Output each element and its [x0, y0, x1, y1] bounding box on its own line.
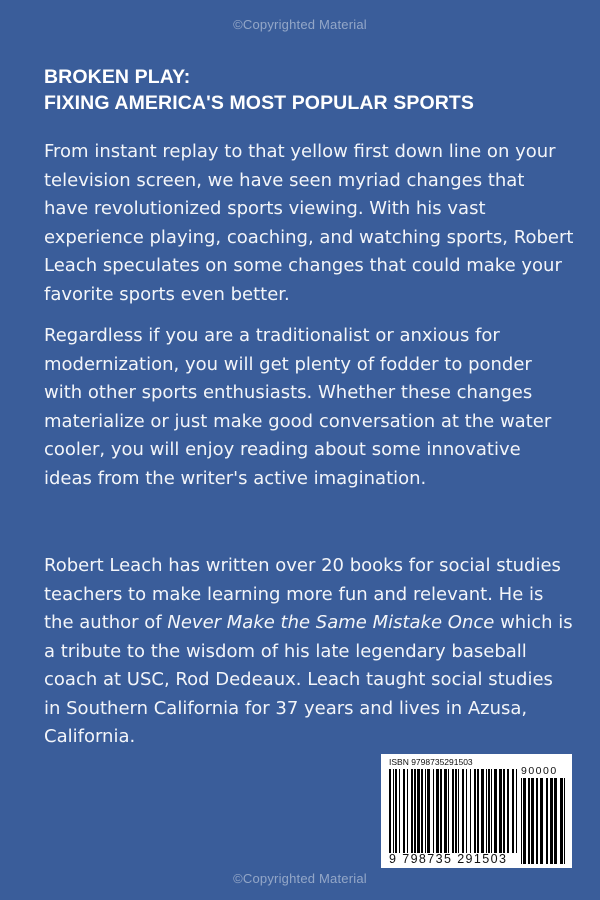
title-line-1: BROKEN PLAY:	[44, 66, 191, 88]
barcode-stripe	[488, 769, 490, 853]
barcode-stripe	[499, 769, 502, 853]
barcode-stripe	[440, 769, 442, 853]
barcode-stripe	[470, 769, 471, 853]
barcode-stripe	[564, 778, 565, 864]
book-title	[44, 64, 564, 116]
barcode-stripe	[516, 769, 517, 853]
barcode-stripe	[427, 769, 430, 853]
barcode-stripe	[433, 769, 434, 853]
bio-text-before: Robert Leach has written over 20 books for social studies teachers to make learning more fun and relevant. He is the author of	[44, 555, 561, 633]
barcode-stripe	[395, 769, 397, 853]
barcode-stripe	[540, 778, 543, 864]
barcode-stripe	[481, 769, 484, 853]
barcode-digits: 9 798735 291503	[389, 852, 508, 866]
barcode-stripe	[399, 769, 400, 853]
author-bio	[44, 552, 574, 752]
barcode-stripe	[444, 769, 447, 853]
barcode-stripe	[550, 778, 553, 864]
barcode-stripe	[477, 769, 479, 853]
title-line-2: FIXING AMERICA'S MOST POPULAR SPORTS	[44, 92, 475, 114]
barcode-bars	[389, 769, 517, 853]
barcode-stripe	[436, 769, 439, 853]
barcode-stripe	[462, 769, 464, 853]
barcode-stripe	[455, 769, 457, 853]
barcode-stripe	[546, 778, 548, 864]
barcode-stripe	[421, 769, 423, 853]
barcode-stripe	[403, 769, 405, 853]
barcode-stripe	[448, 769, 449, 853]
barcode-stripe	[486, 769, 487, 853]
addon-barcode-bars	[521, 778, 565, 864]
barcode-stripe	[466, 769, 467, 853]
barcode-stripe	[536, 778, 538, 864]
barcode-stripe	[393, 769, 394, 853]
barcode-stripe	[523, 778, 526, 864]
barcode-stripe	[425, 769, 426, 853]
barcode-stripe	[474, 769, 476, 853]
barcode-stripe	[452, 769, 454, 853]
barcode-stripe	[491, 769, 492, 853]
barcode-stripe	[531, 778, 534, 864]
barcode-stripe	[512, 769, 514, 853]
barcode-stripe	[503, 769, 505, 853]
blurb-paragraph-1: From instant replay to that yellow first down line on your television screen, we have seen myriad changes that have revolutionized sports viewing. With his vast experience playing, coaching, and watching sports, Robert Leach speculates on some changes that could make your favorite sports even better.	[44, 141, 574, 305]
bio-book-title: Never Make the Same Mistake Once	[167, 612, 495, 633]
barcode-stripe	[554, 778, 557, 864]
barcode-stripe	[407, 769, 408, 853]
bio-text-after: which is a tribute to the wisdom of his late legendary baseball coach at USC, Rod Dedeaux. Leach taught social studies in Southern California for 37 years and lives in Azusa, California.	[44, 612, 573, 747]
copyright-watermark-bottom: ©Copyrighted Material	[233, 871, 367, 886]
blurb-paragraph-2: Regardless if you are a traditionalist or anxious for modernization, you will get plenty of fodder to ponder with other sports enthusiasts. Whether these changes materialize or just make good conversation at the water cooler, you will enjoy reading about some innovative ideas from the writer's active imagination.	[44, 325, 552, 489]
barcode-stripe	[528, 778, 530, 864]
copyright-watermark-top: ©Copyrighted Material	[233, 17, 367, 32]
barcode-stripe	[521, 778, 522, 864]
barcode-stripe	[417, 769, 420, 853]
barcode-stripe	[414, 769, 416, 853]
barcode-stripe	[560, 778, 563, 864]
isbn-barcode	[381, 754, 572, 868]
barcode-stripe	[494, 769, 497, 853]
barcode-stripe	[458, 769, 459, 853]
barcode-stripe	[389, 769, 391, 853]
addon-digits: 90000	[521, 765, 558, 777]
barcode-stripe	[507, 769, 509, 853]
isbn-label: ISBN 9798735291503	[389, 757, 473, 767]
barcode-stripe	[411, 769, 413, 853]
